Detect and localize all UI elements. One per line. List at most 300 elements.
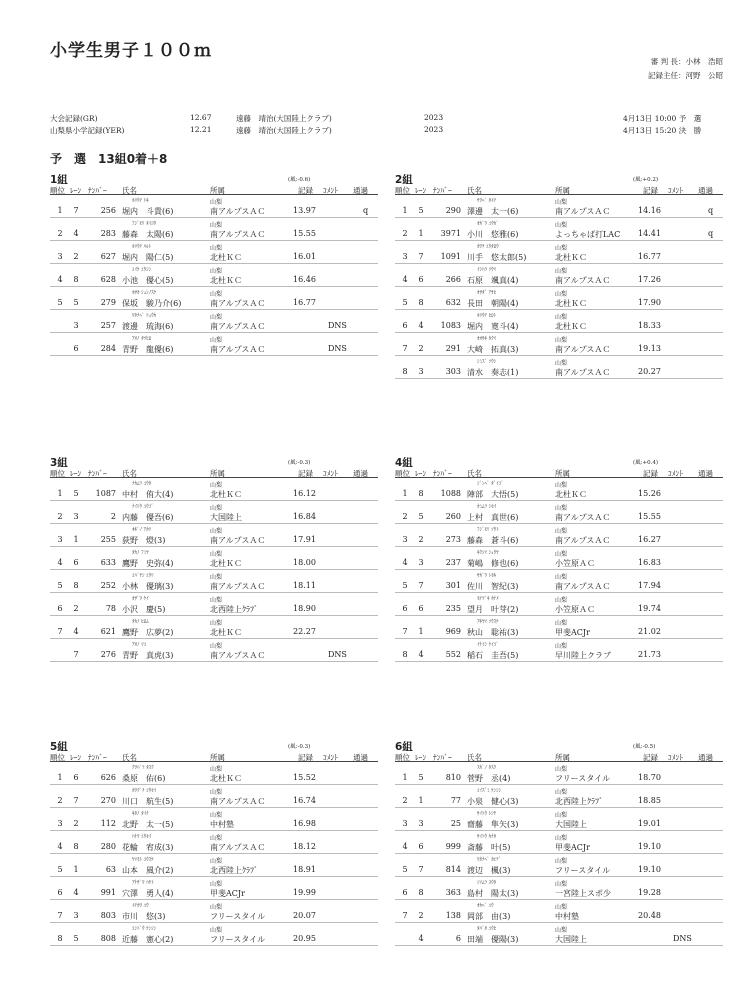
athlete-rank: 1: [402, 773, 408, 782]
table-row: [50, 925, 378, 948]
athlete-kana: ﾜﾀﾅﾍﾞ ｶｴﾃﾞ: [477, 857, 502, 863]
header-record: 記録: [298, 186, 313, 195]
athlete-team: 甲斐ACJr: [555, 628, 590, 637]
athlete-lane: 4: [73, 229, 79, 238]
athlete-lane: 6: [418, 604, 424, 613]
header-comment: ｺﾒﾝﾄ: [668, 469, 683, 478]
row-underline: [50, 500, 378, 501]
athlete-lane: 1: [73, 535, 79, 544]
record-time: 12.21: [190, 125, 212, 134]
athlete-name: 大崎 拓真(3): [467, 345, 519, 354]
athlete-lane: 7: [418, 252, 424, 261]
record-holder: 遠藤 靖治(大国陸上クラブ): [236, 126, 332, 135]
athlete-name: 小泉 健心(3): [467, 797, 519, 806]
athlete-prefecture: 山梨: [210, 620, 223, 627]
table-row: [50, 335, 378, 358]
athlete-number: 1091: [440, 252, 461, 261]
header-rank: 順位: [50, 753, 65, 762]
header-name: 氏名: [122, 469, 137, 478]
athlete-record: 18.33: [638, 321, 661, 330]
athlete-record: 19.28: [638, 888, 661, 897]
athlete-team: 小笠原ＡＣ: [555, 559, 595, 568]
athlete-record: 15.55: [293, 229, 316, 238]
row-underline: [395, 355, 723, 356]
athlete-name: 小林 優璃(3): [122, 582, 174, 591]
athlete-lane: 1: [418, 229, 424, 238]
athlete-prefecture: 山梨: [555, 574, 568, 581]
athlete-number: 276: [100, 650, 116, 659]
athlete-team: 甲斐ACJr: [555, 843, 590, 852]
athlete-team: 南アルプスＡＣ: [555, 207, 611, 216]
row-underline: [50, 853, 378, 854]
header-lane: ﾚｰﾝ: [415, 753, 427, 762]
athlete-name: 堀内 陽仁(5): [122, 253, 174, 262]
record-holder: 遠藤 靖治(大国陸上クラブ): [236, 114, 332, 123]
athlete-prefecture: 山梨: [210, 222, 223, 229]
athlete-prefecture: 山梨: [555, 766, 568, 773]
athlete-lane: 2: [418, 535, 424, 544]
athlete-team: 南アルプスＡＣ: [555, 276, 611, 285]
athlete-prefecture: 山梨: [210, 835, 223, 842]
row-underline: [50, 638, 378, 639]
row-underline: [50, 309, 378, 310]
athlete-team: 北杜ＫＣ: [210, 276, 242, 285]
athlete-record: 19.10: [638, 842, 661, 851]
athlete-lane: 1: [73, 865, 79, 874]
athlete-number: 257: [100, 321, 116, 330]
table-row: [395, 856, 723, 879]
athlete-kana: ｵｷﾞﾉ ｱｶﾘ: [132, 527, 152, 533]
athlete-kana: ｵｶﾍﾞ ﾕｳ: [477, 903, 494, 909]
athlete-rank: 5: [57, 581, 63, 590]
athlete-record: 16.46: [293, 275, 316, 284]
athlete-team: 大国陸上: [555, 820, 587, 829]
athlete-record: 19.10: [638, 865, 661, 874]
row-underline: [50, 240, 378, 241]
athlete-record: 20.27: [638, 367, 661, 376]
table-row: [50, 902, 378, 925]
athlete-name: 望月 叶芽(2): [467, 605, 519, 614]
athlete-number: 303: [445, 367, 461, 376]
table-row: [50, 526, 378, 549]
record-label: 山梨県小学記録(YER): [50, 126, 125, 135]
athlete-rank: 8: [402, 367, 408, 376]
athlete-rank: 8: [57, 934, 63, 943]
athlete-name: 穴澤 勇人(4): [122, 889, 174, 898]
athlete-name: 田端 優陽(3): [467, 935, 519, 944]
athlete-kana: ｼﾏﾑﾗ ﾖｳﾀ: [477, 880, 497, 886]
athlete-team: 北西陸上ｸﾗﾌﾞ: [555, 797, 603, 806]
athlete-name: 石原 颯真(4): [467, 276, 519, 285]
athlete-prefecture: 山梨: [210, 904, 223, 911]
header-affiliation: 所属: [210, 753, 225, 762]
athlete-kana: ｲﾁｶﾜ ﾕｳ: [132, 903, 149, 909]
table-row: [50, 289, 378, 312]
athlete-number: 1088: [440, 489, 461, 498]
athlete-team: 南アルプスＡＣ: [555, 513, 611, 522]
row-underline: [395, 615, 723, 616]
athlete-lane: 6: [73, 344, 79, 353]
header-record: 記録: [643, 753, 658, 762]
table-row: [50, 480, 378, 503]
header-qualify: 通過: [353, 753, 368, 762]
header-affiliation: 所属: [210, 186, 225, 195]
athlete-record: 17.91: [293, 535, 316, 544]
athlete-kana: ｲﾅｲｼ ｹｲｺﾞ: [477, 642, 499, 648]
athlete-name: 青野 龍優(6): [122, 345, 174, 354]
athlete-lane: 5: [418, 773, 424, 782]
row-underline: [50, 945, 378, 946]
athlete-rank: 7: [402, 911, 408, 920]
athlete-prefecture: 山梨: [555, 245, 568, 252]
athlete-team: 南アルプスＡＣ: [210, 651, 266, 660]
athlete-kana: ｸﾜﾊﾞﾗ ﾀｽｸ: [132, 765, 154, 771]
athlete-name: 中村 侑大(4): [122, 490, 174, 499]
wind-reading: (風:-0.5): [633, 744, 656, 750]
athlete-name: 青野 真虎(3): [122, 651, 174, 660]
athlete-kana: ｱｵﾉ ﾏｺ: [132, 642, 147, 648]
athlete-team: 南アルプスＡＣ: [555, 368, 611, 377]
athlete-team: 一宮陸上スポ少: [555, 889, 611, 898]
athlete-team: 北杜ＫＣ: [555, 299, 587, 308]
athlete-record: 15.52: [293, 773, 316, 782]
athlete-team: 南アルプスＡＣ: [210, 322, 266, 331]
athlete-rank: 2: [57, 512, 63, 521]
athlete-prefecture: 山梨: [210, 643, 223, 650]
athlete-record: 16.77: [638, 252, 661, 261]
athlete-lane: 5: [418, 512, 424, 521]
header-affiliation: 所属: [555, 186, 570, 195]
athlete-kana: ｻﾜﾍﾞ ﾀｲﾁ: [477, 198, 497, 204]
athlete-comment: DNS: [328, 344, 347, 353]
athlete-prefecture: 山梨: [210, 337, 223, 344]
athlete-record: 19.13: [638, 344, 661, 353]
athlete-kana: ﾊﾅﾜ ﾕｳｾｲ: [132, 834, 152, 840]
athlete-lane: 7: [418, 865, 424, 874]
athlete-number: 552: [445, 650, 461, 659]
header-affiliation: 所属: [555, 753, 570, 762]
athlete-lane: 8: [418, 489, 424, 498]
athlete-kana: ｻｶﾞﾜ ﾄﾓｷ: [477, 573, 497, 579]
row-underline: [50, 355, 378, 356]
athlete-number: 266: [445, 275, 461, 284]
athlete-number: 814: [445, 865, 461, 874]
table-row: [50, 266, 378, 289]
record-line: [0, 113, 748, 124]
athlete-record: 20.48: [638, 911, 661, 920]
athlete-lane: 3: [73, 321, 79, 330]
athlete-record: 18.91: [293, 865, 316, 874]
athlete-lane: 3: [73, 512, 79, 521]
row-underline: [50, 899, 378, 900]
row-underline: [50, 876, 378, 877]
athlete-kana: ｽｶﾞﾉ ﾀｽｸ: [477, 765, 497, 771]
referee-line: 審 判 長：小林 浩昭: [650, 57, 723, 66]
athlete-number: 290: [445, 206, 461, 215]
athlete-lane: 7: [73, 206, 79, 215]
header-name: 氏名: [467, 186, 482, 195]
athlete-name: 菊嶋 修也(6): [467, 559, 519, 568]
row-underline: [395, 945, 723, 946]
athlete-rank: 1: [57, 773, 63, 782]
athlete-name: 桑原 佑(6): [122, 774, 166, 783]
table-row: [50, 879, 378, 902]
table-row: [50, 856, 378, 879]
athlete-team: 南アルプスＡＣ: [555, 536, 611, 545]
athlete-lane: 5: [73, 934, 79, 943]
athlete-prefecture: 山梨: [210, 551, 223, 558]
athlete-rank: 1: [57, 206, 63, 215]
row-underline: [50, 569, 378, 570]
athlete-lane: 3: [418, 558, 424, 567]
header-qualify: 通過: [353, 186, 368, 195]
athlete-name: 上村 真世(6): [467, 513, 519, 522]
athlete-lane: 5: [73, 489, 79, 498]
row-underline: [395, 807, 723, 808]
heat-group: [395, 455, 723, 727]
header-lane: ﾚｰﾝ: [70, 186, 82, 195]
athlete-kana: ｺｲｹ ﾕｳｼﾝ: [132, 267, 152, 273]
athlete-team: 北杜ＫＣ: [210, 628, 242, 637]
athlete-name: 荻野 燈(3): [122, 536, 166, 545]
athlete-team: 南アルプスＡＣ: [210, 797, 266, 806]
athlete-kana: ﾀﾊﾞﾀ ﾕｳﾋ: [477, 926, 497, 932]
athlete-name: 鷹野 広夢(2): [122, 628, 174, 637]
group-title: 5組: [50, 741, 68, 753]
athlete-lane: 2: [73, 252, 79, 261]
athlete-number: 279: [100, 298, 116, 307]
row-underline: [50, 217, 378, 218]
athlete-team: 甲斐ACJr: [210, 889, 245, 898]
header-comment: ｺﾒﾝﾄ: [323, 186, 338, 195]
row-underline: [395, 784, 723, 785]
athlete-rank: 3: [402, 252, 408, 261]
athlete-prefecture: 山梨: [210, 268, 223, 275]
row-underline: [50, 615, 378, 616]
athlete-rank: 5: [57, 298, 63, 307]
group-title: 1組: [50, 174, 68, 186]
athlete-name: 清水 奏志(1): [467, 368, 519, 377]
athlete-number: 626: [100, 773, 116, 782]
athlete-prefecture: 山梨: [555, 597, 568, 604]
header-name: 氏名: [122, 186, 137, 195]
athlete-team: 中村塾: [555, 912, 579, 921]
athlete-prefecture: 山梨: [555, 505, 568, 512]
table-row: [50, 503, 378, 526]
athlete-kana: ﾌｼﾞﾓﾘ ｿｳﾄ: [477, 527, 499, 533]
table-row: [50, 764, 378, 787]
athlete-record: 15.55: [638, 512, 661, 521]
athlete-record: 16.12: [293, 489, 316, 498]
table-header: [50, 751, 378, 762]
athlete-rank: 7: [57, 911, 63, 920]
table-row: [50, 197, 378, 220]
athlete-kana: ｱｵﾉ ﾀﾂﾋﾛ: [132, 336, 152, 342]
header-comment: ｺﾒﾝﾄ: [323, 753, 338, 762]
athlete-name: 堀内 寛斗(4): [467, 322, 519, 331]
header-record: 記録: [298, 753, 313, 762]
athlete-qualify: q: [708, 206, 714, 215]
table-row: [50, 833, 378, 856]
heat-group: [50, 455, 378, 727]
athlete-lane: 4: [418, 934, 424, 943]
athlete-name: 渡辺 楓(3): [467, 866, 511, 875]
table-row: [50, 641, 378, 664]
athlete-number: 78: [105, 604, 116, 613]
table-row: [50, 787, 378, 810]
athlete-lane: 1: [418, 627, 424, 636]
header-qualify: 通過: [698, 469, 713, 478]
athlete-prefecture: 山梨: [555, 337, 568, 344]
athlete-rank: 3: [402, 535, 408, 544]
athlete-kana: ｱﾅｻﾞﾜ ﾊﾔﾄ: [132, 880, 154, 886]
athlete-team: 北西陸上ｸﾗﾌﾞ: [210, 605, 258, 614]
row-underline: [395, 922, 723, 923]
athlete-team: 南アルプスＡＣ: [555, 345, 611, 354]
athlete-name: 小沢 慶(5): [122, 605, 166, 614]
table-row: [395, 833, 723, 856]
athlete-lane: 8: [73, 842, 79, 851]
athlete-comment: DNS: [328, 650, 347, 659]
table-row: [50, 595, 378, 618]
athlete-kana: ｺｲｽﾞﾐ ｹﾝｼﾝ: [477, 788, 502, 794]
athlete-prefecture: 山梨: [210, 245, 223, 252]
athlete-kana: ﾎﾘｳﾁ ﾋﾛﾄ: [477, 313, 497, 319]
athlete-prefecture: 山梨: [555, 904, 568, 911]
row-underline: [50, 661, 378, 662]
athlete-prefecture: 山梨: [210, 858, 223, 865]
athlete-number: 138: [445, 911, 461, 920]
row-underline: [395, 876, 723, 877]
athlete-name: 近藤 憲心(2): [122, 935, 174, 944]
athlete-kana: ｵｶﾞﾜ ﾕｳｶﾞ: [477, 221, 499, 227]
header-comment: ｺﾒﾝﾄ: [323, 469, 338, 478]
athlete-kana: ｷｸｼﾏ ｼｭｳﾔ: [477, 550, 499, 556]
athlete-rank: 6: [402, 888, 408, 897]
athlete-record: 18.12: [293, 842, 316, 851]
athlete-lane: 2: [73, 604, 79, 613]
table-row: [395, 764, 723, 787]
athlete-rank: 6: [402, 321, 408, 330]
group-title: 3組: [50, 457, 68, 469]
header-rank: 順位: [395, 753, 410, 762]
row-underline: [395, 332, 723, 333]
athlete-prefecture: 山梨: [210, 812, 223, 819]
table-row: [395, 243, 723, 266]
athlete-rank: 3: [57, 819, 63, 828]
athlete-lane: 8: [73, 275, 79, 284]
row-underline: [395, 378, 723, 379]
athlete-team: 大国陸上: [210, 513, 242, 522]
athlete-record: 22.27: [293, 627, 316, 636]
athlete-prefecture: 山梨: [555, 314, 568, 321]
table-row: [395, 289, 723, 312]
row-underline: [50, 263, 378, 264]
header-number: ﾅﾝﾊﾞｰ: [88, 753, 107, 762]
athlete-lane: 7: [73, 650, 79, 659]
header-qualify: 通過: [698, 186, 713, 195]
athlete-kana: ｶﾐﾑﾗ ｼｾｲ: [477, 504, 497, 510]
record-year: 2023: [424, 125, 444, 134]
athlete-kana: ﾎﾘｳﾁ ﾊﾙﾄ: [132, 244, 152, 250]
athlete-team: 南アルプスＡＣ: [210, 207, 266, 216]
athlete-lane: 5: [73, 298, 79, 307]
athlete-lane: 4: [73, 888, 79, 897]
athlete-team: フリースタイル: [555, 866, 611, 875]
athlete-number: 280: [100, 842, 116, 851]
athlete-team: フリースタイル: [210, 935, 266, 944]
athlete-kana: ﾎｻｶ ｼｭﾝﾉｽｹ: [132, 290, 157, 296]
athlete-name: 市川 悠(3): [122, 912, 166, 921]
athlete-name: 鷹野 史弥(4): [122, 559, 174, 568]
athlete-record: 14.16: [638, 206, 661, 215]
athlete-record: 18.90: [293, 604, 316, 613]
athlete-team: 早川陸上クラブ: [555, 651, 611, 660]
athlete-number: 112: [100, 819, 116, 828]
athlete-team: 北杜ＫＣ: [210, 559, 242, 568]
table-row: [395, 641, 723, 664]
athlete-number: 301: [445, 581, 461, 590]
athlete-name: 佐川 智紀(3): [467, 582, 519, 591]
athlete-kana: ﾅｲﾄｳ ﾕｳｺﾞ: [132, 504, 154, 510]
athlete-number: 273: [445, 535, 461, 544]
heat-group: [50, 172, 378, 444]
athlete-number: 621: [100, 627, 116, 636]
row-underline: [395, 217, 723, 218]
athlete-lane: 1: [418, 796, 424, 805]
table-row: [395, 787, 723, 810]
round-title: 予 選 13組0着＋8: [50, 152, 168, 166]
athlete-record: 16.01: [293, 252, 316, 261]
athlete-name: 北野 太一(5): [122, 820, 174, 829]
athlete-record: 16.83: [638, 558, 661, 567]
athlete-number: 256: [100, 206, 116, 215]
row-underline: [395, 523, 723, 524]
athlete-rank: 4: [402, 275, 408, 284]
athlete-team: 小笠原ＡＣ: [555, 605, 595, 614]
row-underline: [395, 286, 723, 287]
athlete-lane: 7: [73, 796, 79, 805]
athlete-prefecture: 山梨: [555, 881, 568, 888]
athlete-number: 633: [100, 558, 116, 567]
athlete-rank: 7: [402, 344, 408, 353]
athlete-team: 南アルプスＡＣ: [210, 230, 266, 239]
athlete-name: 斎藤 叶(5): [467, 843, 511, 852]
athlete-number: 363: [445, 888, 461, 897]
row-underline: [395, 853, 723, 854]
group-title: 6組: [395, 741, 413, 753]
table-row: [395, 220, 723, 243]
header-affiliation: 所属: [555, 469, 570, 478]
athlete-record: 16.98: [293, 819, 316, 828]
athlete-rank: 2: [402, 512, 408, 521]
athlete-rank: 3: [57, 535, 63, 544]
athlete-number: 1087: [95, 489, 116, 498]
row-underline: [50, 784, 378, 785]
wind-reading: (風:+0.4): [633, 460, 658, 466]
athlete-rank: 2: [57, 796, 63, 805]
header-lane: ﾚｰﾝ: [70, 469, 82, 478]
header-number: ﾅﾝﾊﾞｰ: [433, 186, 452, 195]
athlete-lane: 4: [418, 650, 424, 659]
athlete-name: 小池 優心(5): [122, 276, 174, 285]
athlete-team: 中村塾: [210, 820, 234, 829]
athlete-rank: 4: [57, 558, 63, 567]
athlete-number: 252: [100, 581, 116, 590]
athlete-number: 2: [110, 512, 116, 521]
athlete-rank: 4: [402, 558, 408, 567]
athlete-record: 19.99: [293, 888, 316, 897]
